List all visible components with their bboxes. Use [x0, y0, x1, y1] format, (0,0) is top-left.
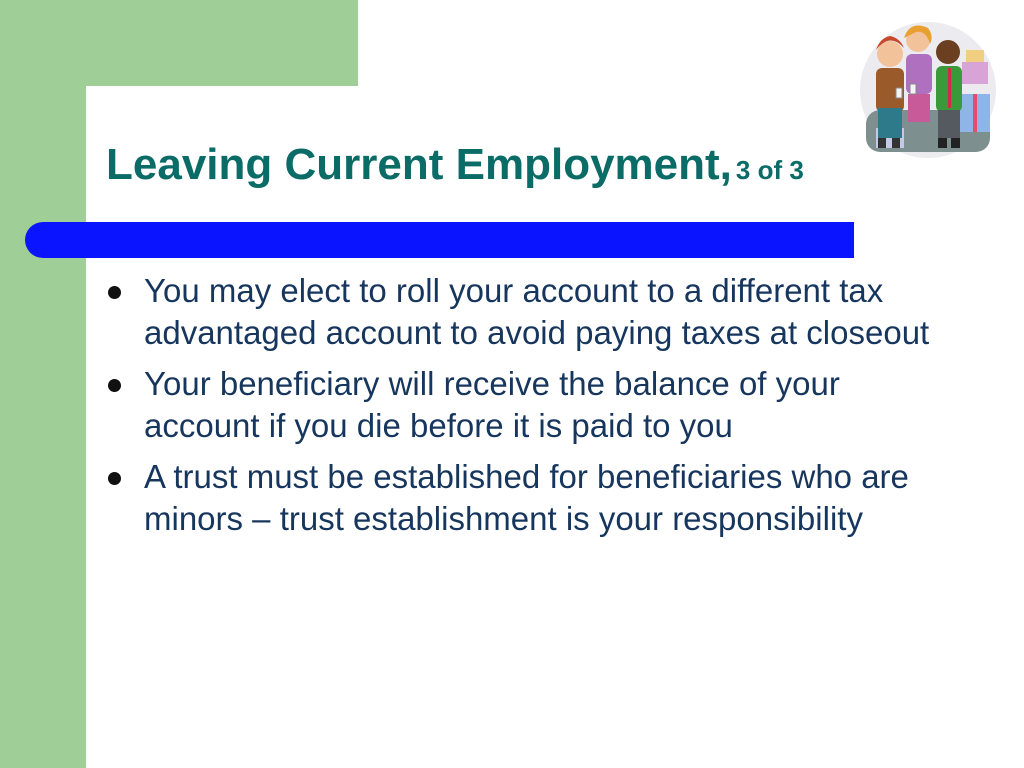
title-subtitle: 3 of 3 — [735, 155, 804, 185]
people-celebrating-clipart — [856, 10, 1000, 160]
bullet-dot-icon — [108, 472, 121, 485]
bullet-item — [104, 363, 964, 447]
title-underline-bar — [25, 222, 854, 258]
bullet-dot-icon — [108, 379, 121, 392]
green-left-strip — [0, 0, 86, 768]
bullet-list — [104, 270, 964, 549]
bullet-text: A trust must be established for beneficiaries who are minors – trust establishment is your responsibility — [144, 458, 909, 537]
bullet-item — [104, 270, 964, 354]
title-main: Leaving Current Employment, — [106, 140, 732, 189]
slide-title — [106, 140, 804, 190]
bullet-text: You may elect to roll your account to a different tax advantaged account to avoid paying taxes at closeout — [144, 272, 930, 351]
bullet-dot-icon — [108, 286, 121, 299]
bullet-item — [104, 456, 964, 540]
bullet-text: Your beneficiary will receive the balance of your account if you die before it is paid to you — [144, 365, 840, 444]
